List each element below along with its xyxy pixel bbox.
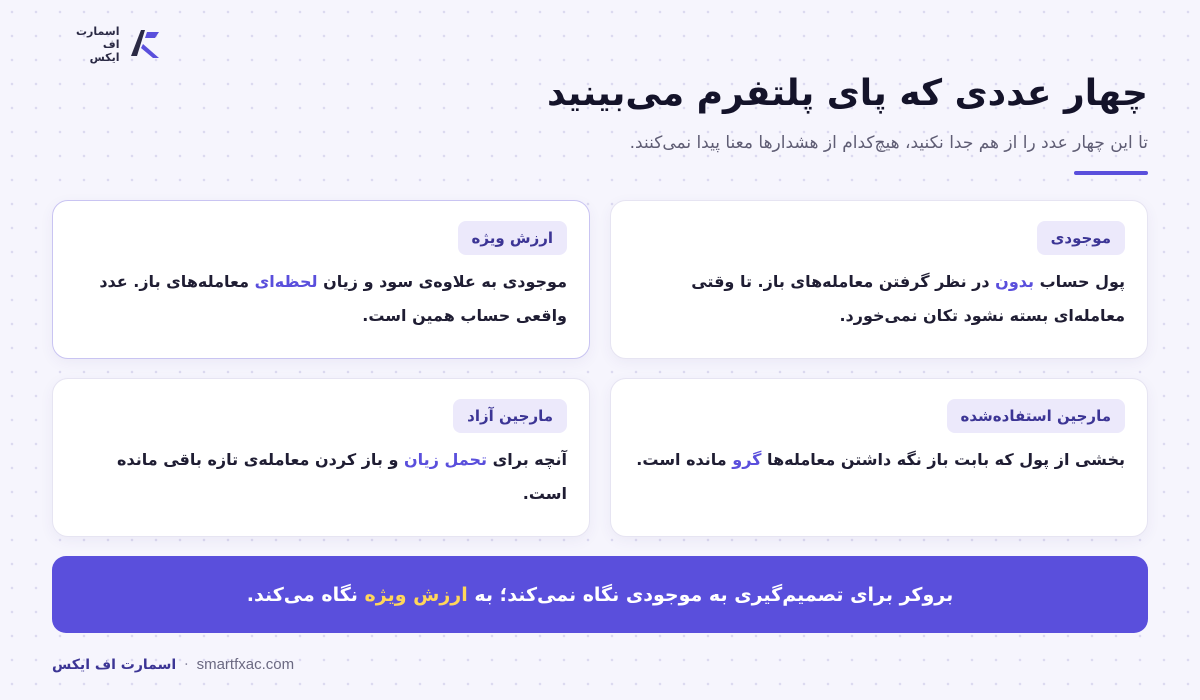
- card-text-part: معامله‌های باز. عدد واقعی حساب همین است.: [99, 272, 567, 325]
- page-title: چهار عددی که پای پلتفرم می‌بینید: [547, 73, 1148, 114]
- card-text-accent: لحظه‌ای: [254, 272, 318, 291]
- logo-line-1: اسمارت: [76, 24, 120, 38]
- footer-separator: ·: [184, 656, 189, 673]
- logo-mark-icon: [125, 24, 165, 64]
- card-description: [75, 443, 567, 511]
- footer: [52, 656, 294, 673]
- card-text-part: بخشی از پول که بابت باز نگه داشتن معامله‌ها: [761, 450, 1125, 469]
- card-text-part: در نظر گرفتن معامله‌های باز. تا وقتی معامله‌ای بسته نشود تکان نمی‌خورد.: [691, 272, 1125, 325]
- footer-brand-name: اسمارت اف ایکس: [52, 656, 177, 673]
- card-equity: [52, 200, 590, 359]
- card-text-accent: بدون: [995, 272, 1035, 291]
- card-badge: ارزش ویژه: [458, 221, 567, 255]
- key-takeaway-banner: [52, 556, 1148, 633]
- brand-logo: [76, 24, 165, 64]
- page-subtitle: تا این چهار عدد را از هم جدا نکنید، هیچ‌کدام از هشدارها معنا پیدا نمی‌کنند.: [629, 133, 1148, 153]
- banner-text-part: بروکر برای تصمیم‌گیری به موجودی نگاه نمی‌کند؛ به: [467, 583, 954, 606]
- banner-text-accent: ارزش ویژه: [364, 583, 468, 606]
- card-badge: مارجین آزاد: [453, 399, 567, 433]
- card-text-part: مانده است.: [636, 450, 733, 469]
- card-description: [75, 265, 567, 333]
- footer-website-link[interactable]: smartfxac.com: [196, 656, 295, 673]
- card-badge: موجودی: [1037, 221, 1125, 255]
- card-text-part: پول حساب: [1034, 272, 1125, 291]
- card-description: [633, 265, 1125, 333]
- card-used-margin: [610, 378, 1148, 537]
- logo-wordmark: [76, 25, 119, 64]
- card-free-margin: [52, 378, 590, 537]
- logo-line-2: اف: [102, 37, 120, 51]
- card-text-part: موجودی به علاوه‌ی سود و زیان: [317, 272, 567, 291]
- logo-line-3: ایکس: [89, 50, 120, 64]
- title-accent-bar: [1074, 171, 1148, 175]
- card-balance: [610, 200, 1148, 359]
- card-badge: مارجین استفاده‌شده: [947, 399, 1125, 433]
- card-text-accent: گرو: [732, 450, 762, 469]
- banner-text-part: نگاه می‌کند.: [246, 583, 365, 606]
- card-text-accent: تحمل زیان: [404, 450, 488, 469]
- card-description: [633, 443, 1125, 477]
- banner-text: [247, 584, 953, 606]
- card-text-part: آنچه برای: [487, 450, 567, 469]
- card-text-part: و باز کردن معامله‌ی تازه باقی مانده است.: [117, 450, 567, 503]
